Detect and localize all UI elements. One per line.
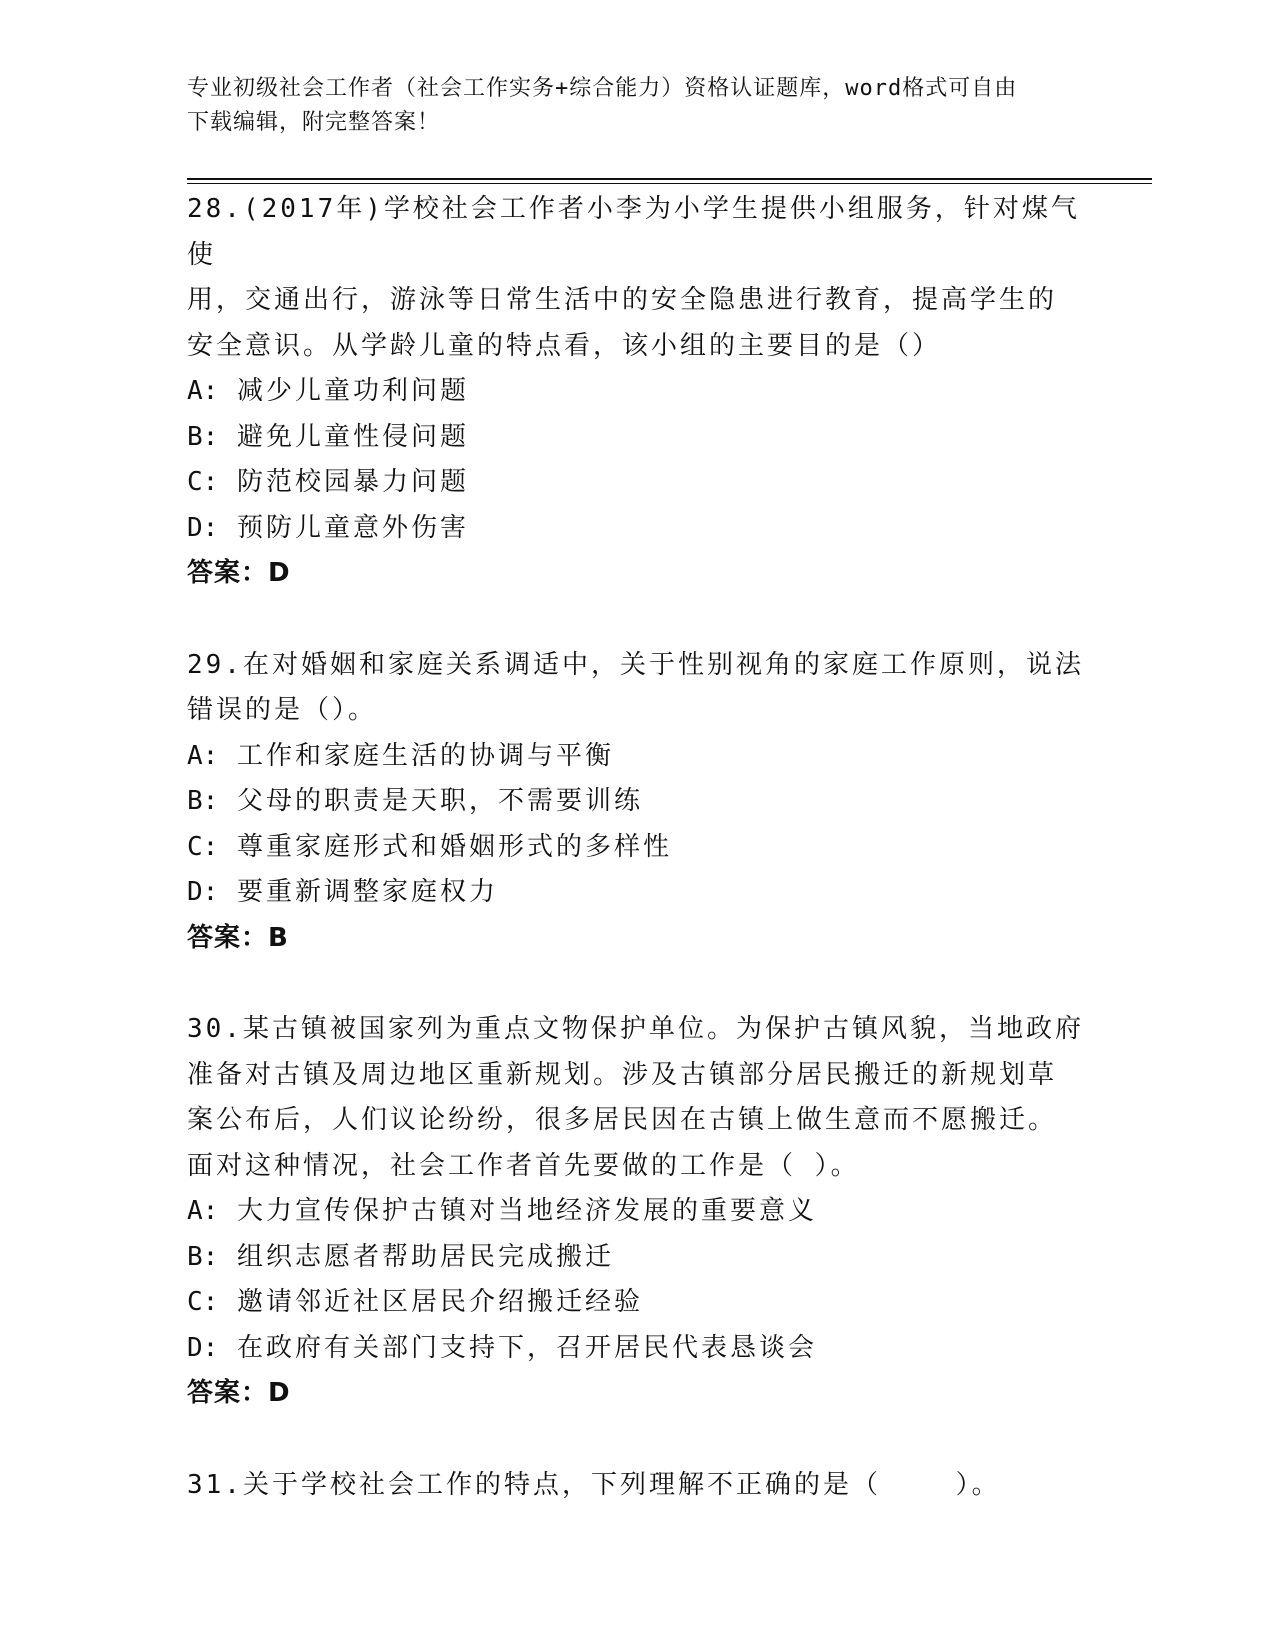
option-key: C:: [187, 831, 219, 862]
option-key: B:: [187, 786, 219, 816]
option-key: D:: [187, 1332, 219, 1363]
question-stem-line: 案公布后，人们议论纷纷，很多居民因在古镇上做生意而不愿搬迁。: [187, 1105, 1058, 1135]
header-line-1: 专业初级社会工作者（社会工作实务+综合能力）资格认证题库，word格式可自由: [187, 76, 1018, 101]
option-text: 组织志愿者帮助居民完成搬迁: [236, 1241, 614, 1272]
option-text: 大力宣传保护古镇对当地经济发展的重要意义: [236, 1196, 817, 1226]
answer-line: 答案：D: [187, 558, 291, 588]
header-rule-thin: [187, 183, 1152, 184]
option-b: [187, 415, 1087, 461]
option-c: [187, 1280, 1087, 1326]
option-text: 在政府有关部门支持下，召开居民代表恳谈会: [236, 1332, 817, 1363]
option-key: C:: [187, 467, 219, 497]
header-line-2: 下载编辑，附完整答案！: [187, 110, 441, 135]
question-30: [187, 1007, 1087, 1417]
option-d: [187, 870, 1087, 916]
question-list: [187, 187, 1087, 1554]
option-key: A:: [187, 1196, 219, 1226]
question-stem-line: 31.关于学校社会工作的特点，下列理解不正确的是（ ）。: [187, 1469, 1001, 1500]
option-d: [187, 506, 1087, 552]
answer-line: 答案：D: [187, 1378, 291, 1408]
option-text: 邀请邻近社区居民介绍搬迁经验: [236, 1287, 643, 1317]
option-text: 避免儿童性侵问题: [236, 421, 469, 452]
option-a: [187, 369, 1087, 415]
option-text: 尊重家庭形式和婚姻形式的多样性: [236, 831, 672, 862]
option-text: 要重新调整家庭权力: [236, 877, 498, 907]
question-stem-line: 面对这种情况，社会工作者首先要做的工作是（ ）。: [187, 1150, 860, 1181]
question-stem-line: 安全意识。从学龄儿童的特点看，该小组的主要目的是（）: [187, 330, 942, 361]
option-key: C:: [187, 1287, 219, 1317]
option-key: B:: [187, 1241, 219, 1272]
question-stem-line: 30.某古镇被国家列为重点文物保护单位。为保护古镇风貌，当地政府: [187, 1014, 1084, 1044]
question-stem-line: 用，交通出行，游泳等日常生活中的安全隐患进行教育，提高学生的: [187, 285, 1058, 315]
question-stem-line: 28.(2017年)学校社会工作者小李为小学生提供小组服务，针对煤气使: [187, 194, 1080, 270]
answer-line: 答案：B: [187, 922, 289, 953]
option-key: D:: [187, 877, 219, 907]
question-31: [187, 1463, 1087, 1509]
question-stem-line: 准备对古镇及周边地区重新规划。涉及古镇部分居民搬迁的新规划草: [187, 1059, 1058, 1090]
option-b: [187, 1235, 1087, 1281]
option-a: [187, 1189, 1087, 1235]
option-c: [187, 825, 1087, 871]
option-text: 预防儿童意外伤害: [236, 512, 469, 543]
option-key: D:: [187, 512, 219, 543]
document-header: [187, 72, 1087, 140]
question-29: [187, 643, 1087, 962]
option-text: 防范校园暴力问题: [236, 467, 469, 497]
option-c: [187, 460, 1087, 506]
option-text: 减少儿童功利问题: [236, 376, 469, 406]
option-text: 工作和家庭生活的协调与平衡: [236, 740, 614, 771]
option-key: B:: [187, 421, 219, 452]
option-d: [187, 1326, 1087, 1372]
option-b: [187, 779, 1087, 825]
question-stem-line: 错误的是（）。: [187, 695, 378, 725]
option-a: [187, 734, 1087, 780]
option-key: A:: [187, 740, 219, 771]
question-28: [187, 187, 1087, 597]
option-text: 父母的职责是天职，不需要训练: [236, 786, 643, 816]
header-rule-thick: [187, 178, 1152, 180]
question-stem-line: 29.在对婚姻和家庭关系调适中，关于性别视角的家庭工作原则，说法: [187, 649, 1084, 680]
option-key: A:: [187, 376, 219, 406]
